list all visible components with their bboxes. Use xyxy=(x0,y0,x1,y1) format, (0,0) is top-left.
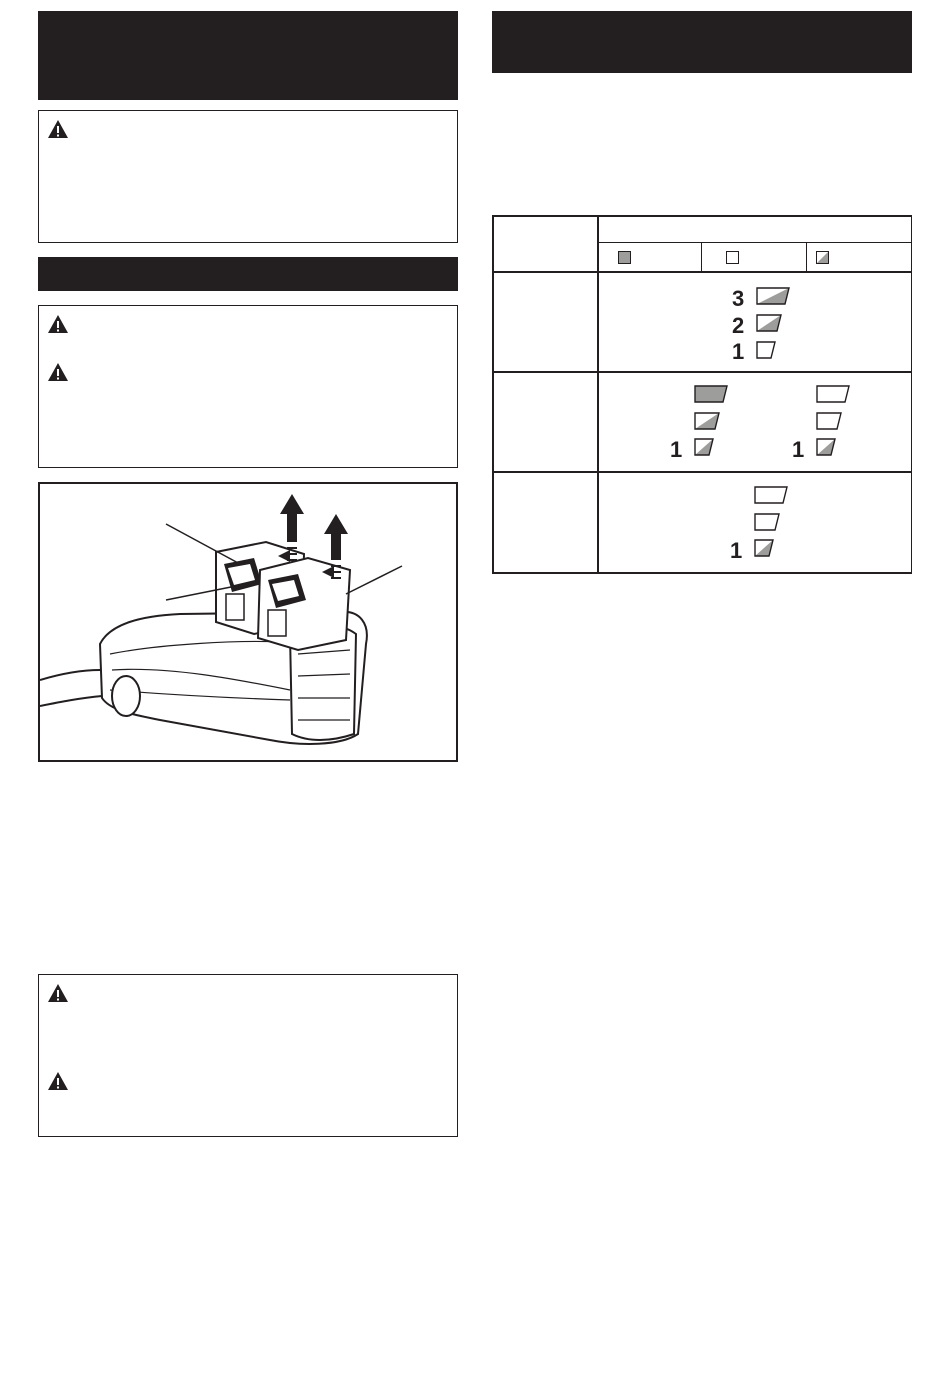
lamp-off-icon xyxy=(815,385,851,403)
lamp-blinking-icon xyxy=(755,314,783,332)
lamp-blinking-legend-icon xyxy=(816,251,829,264)
indicator-number: 1 xyxy=(732,339,745,364)
battery-removal-illustration xyxy=(38,482,458,762)
warning-box-3 xyxy=(38,974,458,1137)
warning-triangle-icon xyxy=(47,119,69,139)
lamp-off-legend-icon xyxy=(726,251,739,264)
indicator-number: 3 xyxy=(732,286,745,311)
lamp-blinking-icon xyxy=(693,438,715,456)
lamp-on-legend-icon xyxy=(618,251,631,264)
warning-triangle-icon xyxy=(47,314,69,334)
lamp-off-icon xyxy=(815,412,843,430)
lamp-blinking-icon xyxy=(753,539,775,557)
lamp-off-icon xyxy=(753,513,781,531)
indicator-number: 1 xyxy=(730,538,743,563)
warning-triangle-icon xyxy=(47,983,69,1003)
indicator-number: 2 xyxy=(732,313,745,338)
indicator-number: 1 xyxy=(670,437,683,462)
warning-triangle-icon xyxy=(47,362,69,382)
warning-box-2 xyxy=(38,305,458,468)
indicator-number: 1 xyxy=(792,437,805,462)
warning-box-1 xyxy=(38,110,458,243)
lamp-off-icon xyxy=(753,486,789,504)
lamp-blinking-icon xyxy=(755,287,791,305)
lamp-off-icon xyxy=(755,341,777,359)
lamp-blinking-icon xyxy=(815,438,837,456)
section-header-bar-3 xyxy=(492,11,912,73)
lamp-on-icon xyxy=(693,385,729,403)
section-header-bar-2 xyxy=(38,257,458,291)
section-header-bar-1 xyxy=(38,11,458,100)
warning-triangle-icon xyxy=(47,1071,69,1091)
indicator-table xyxy=(492,215,912,574)
lamp-blinking-icon xyxy=(693,412,721,430)
